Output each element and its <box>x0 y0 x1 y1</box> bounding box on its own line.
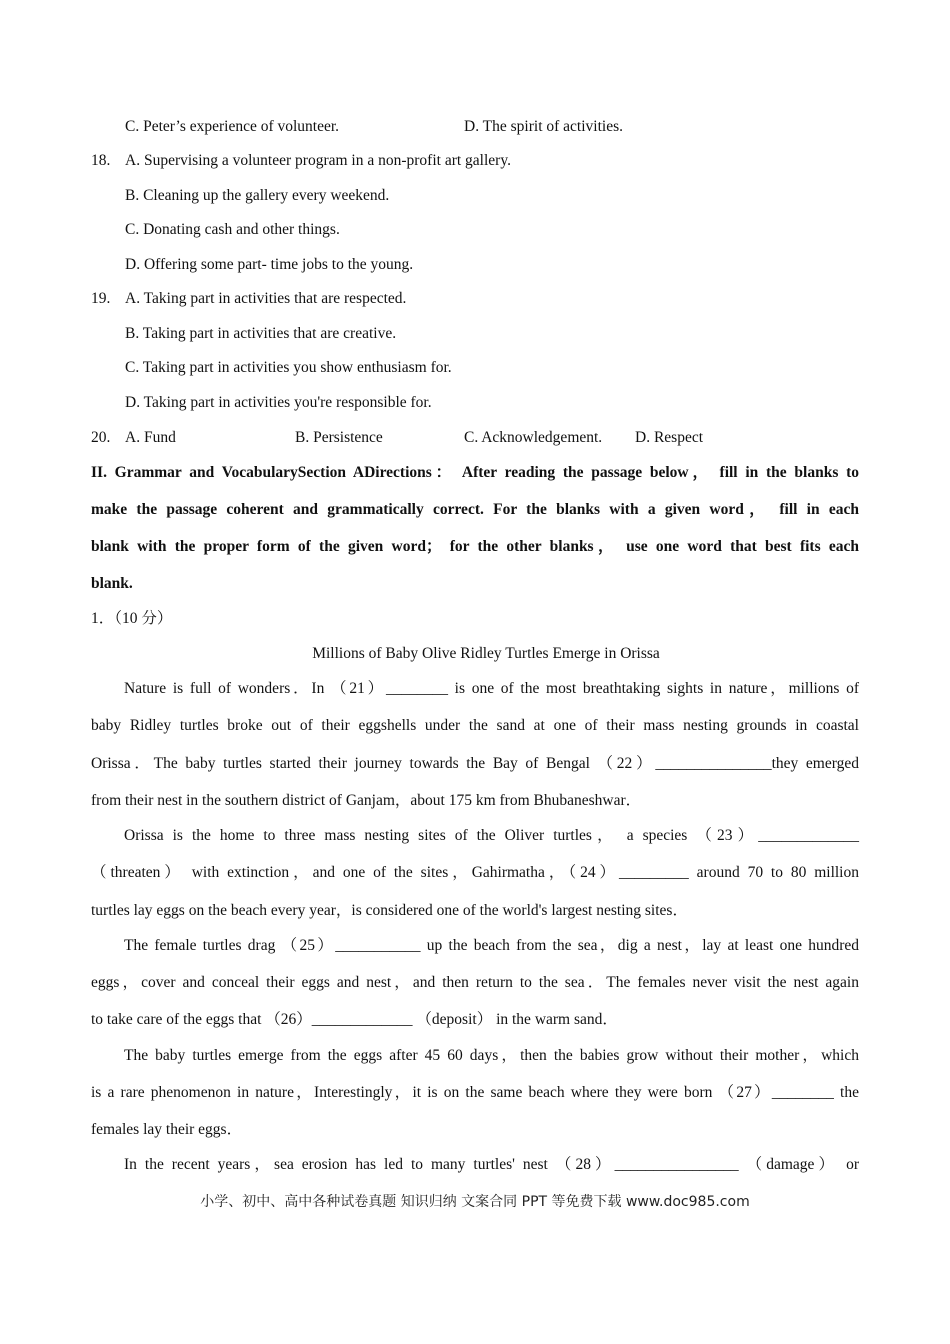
q18-option-c: C. Donating cash and other things. <box>125 221 340 238</box>
q18-number: 18. <box>91 152 111 169</box>
q19-option-d: D. Taking part in activities you're responsible for. <box>125 394 432 411</box>
item-label: 1．（10 分） <box>91 610 173 627</box>
section-heading-line-3: blank with the proper form of the given word； for the other blanks， use one word that best fits each <box>91 538 859 555</box>
q18-option-a: A. Supervising a volunteer program in a non-profit art gallery. <box>125 152 511 169</box>
passage-line: The female turtles drag （25）___________ up the beach from the sea，dig a nest，lay at least one hundred <box>124 937 859 954</box>
section-heading-line-2: make the passage coherent and grammatically correct. For the blanks with a given word， fill in each <box>91 501 859 518</box>
section-heading-line-1: II. Grammar and VocabularySection ADirections： After reading the passage below， fill in the blanks to <box>91 464 859 481</box>
q19-number: 19. <box>91 290 111 307</box>
passage-line: In the recent years，sea erosion has led to many turtles' nest （28）________________ （damage） or <box>124 1156 859 1173</box>
q20-number: 20. <box>91 429 111 446</box>
page-footer: 小学、初中、高中各种试卷真题 知识归纳 文案合同 PPT 等免费下载 www.doc985.com <box>200 1194 750 1210</box>
passage-line: baby Ridley turtles broke out of their eggshells under the sand at one of their mass nesting grounds in coastal <box>91 717 859 734</box>
passage-line: Nature is full of wonders．In （21）________ is one of the most breathtaking sights in nature，millions of <box>124 680 859 697</box>
q19-option-a: A. Taking part in activities that are respected. <box>125 290 407 307</box>
q18-option-b: B. Cleaning up the gallery every weekend. <box>125 187 390 204</box>
q20-option-b: B. Persistence <box>295 429 383 446</box>
q17-option-d: D. The spirit of activities. <box>464 118 623 135</box>
section-heading-line-4: blank. <box>91 575 133 592</box>
passage-line: to take care of the eggs that （26）_____________ （deposit） in the warm sand． <box>91 1011 618 1028</box>
q20-option-d: D. Respect <box>635 429 704 446</box>
passage-line: females lay their eggs． <box>91 1121 243 1138</box>
passage-line: （threaten） with extinction，and one of the sites，Gahirmatha，（24）_________ around 70 to 80 million <box>91 864 859 881</box>
passage-line: Orissa is the home to three mass nesting sites of the Oliver turtles， a species （23）_____________ <box>124 827 859 844</box>
q18-option-d: D. Offering some part- time jobs to the young. <box>125 256 414 273</box>
q20-option-c: C. Acknowledgement. <box>464 429 603 446</box>
q17-option-c: C. Peter’s experience of volunteer. <box>125 118 340 135</box>
passage-line: The baby turtles emerge from the eggs after 45 60 days，then the babies grow without their mother，which <box>124 1047 859 1064</box>
passage-line: Orissa．The baby turtles started their journey towards the Bay of Bengal （22）_______________they emerged <box>91 755 859 772</box>
q19-option-b: B. Taking part in activities that are creative. <box>125 325 397 342</box>
passage-line: eggs，cover and conceal their eggs and nest，and then return to the sea．The females never visit the nest again <box>91 974 859 991</box>
passage-line: from their nest in the southern district of Ganjam，about 175 km from Bhubaneshwar． <box>91 792 642 809</box>
q19-option-c: C. Taking part in activities you show enthusiasm for. <box>125 359 452 376</box>
passage-line: turtles lay eggs on the beach every year，is considered one of the world's largest nesting sites． <box>91 902 688 919</box>
passage-line: is a rare phenomenon in nature，Interestingly，it is on the same beach where they were born （27）________ the <box>91 1084 859 1101</box>
q20-option-a: A. Fund <box>125 429 176 446</box>
passage-title: Millions of Baby Olive Ridley Turtles Emerge in Orissa <box>312 645 660 662</box>
